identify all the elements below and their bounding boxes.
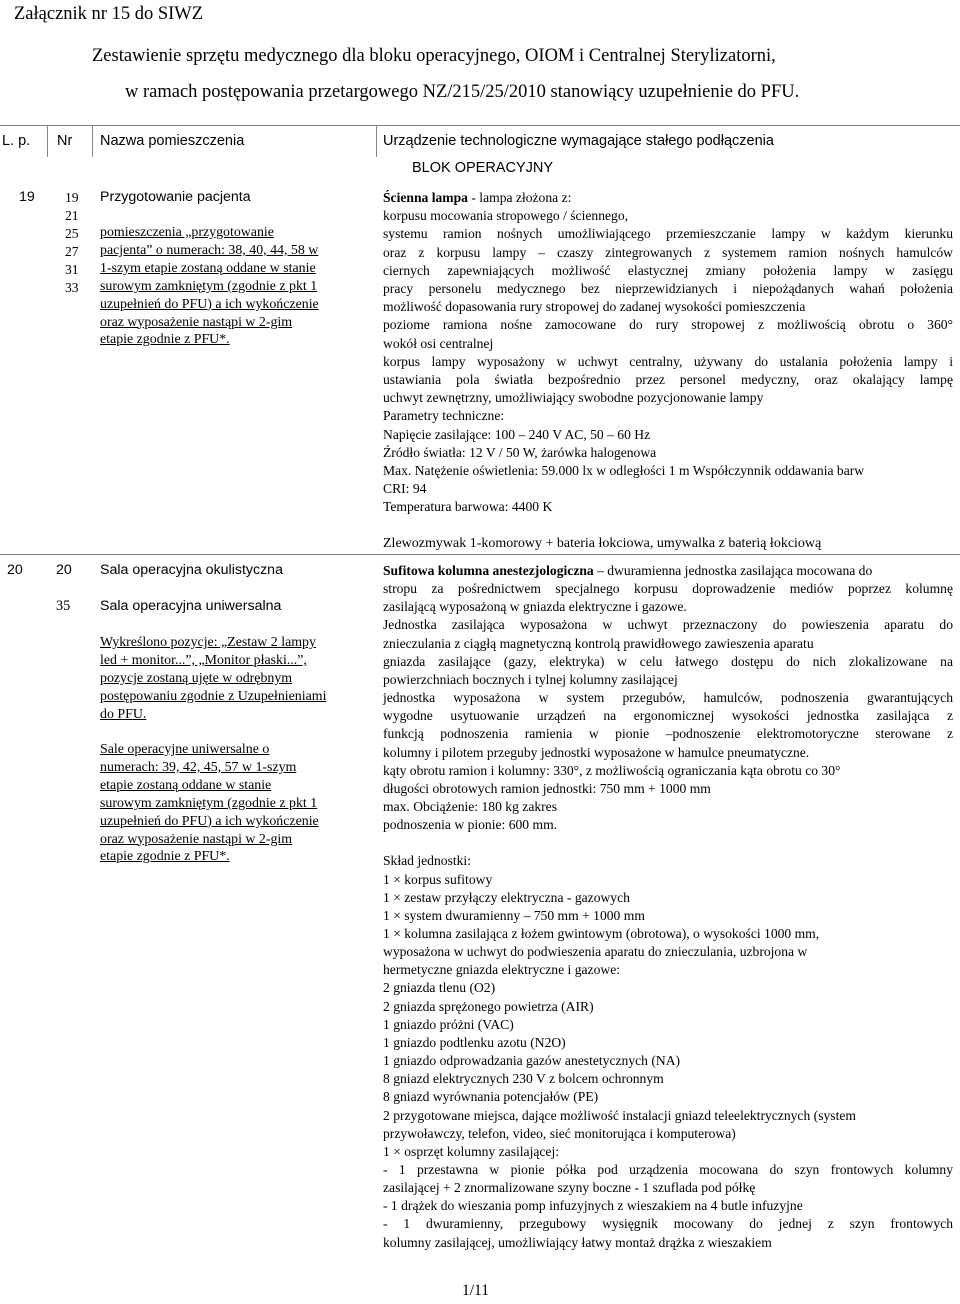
note-line: do PFU. (100, 706, 147, 722)
device-name: Sufitowa kolumna anestezjologiczna (383, 563, 594, 578)
document-subtitle-line1: Zestawienie sprzętu medycznego dla bloku operacyjnego, OIOM i Centralnej Sterylizatorni, (92, 46, 776, 66)
column-header-name: Nazwa pomieszczenia (100, 133, 245, 149)
row-divider (0, 554, 960, 555)
note-line: 1-szym etapie zostaną oddane w stanie (100, 260, 316, 276)
column-header-device: Urządzenie technologiczne wymagające stałego podłączenia (383, 133, 774, 149)
section-heading: BLOK OPERACYJNY (412, 160, 554, 176)
row19-room-name: Przygotowanie pacjenta (100, 189, 251, 205)
note-line: numerach: 39, 42, 45, 57 w 1-szym (100, 759, 297, 775)
column-divider (376, 125, 377, 157)
column-divider (47, 125, 48, 157)
table-top-border (0, 125, 960, 126)
note-line: etapie zostaną oddane w stanie (100, 777, 272, 793)
note-line: oraz wyposażenie nastąpi w 2-gim (100, 314, 293, 330)
note-line: uzupełnień do PFU) a ich wykończenie (100, 813, 319, 829)
row20-device-description: Sufitowa kolumna anestezjologiczna – dwuramienna jednostka zasilająca mocowana do stropu za pośrednictwem specjalnego korpusu doprowadzenie mediów poprzez kolumnę zasilającą wyposażoną w gniazda elektryczne i gazowe. Jednostka zasilająca wyposażona w uchwyt przeznaczony do powieszenia aparatu do znieczulania z ciągłą magnetyczną kontrolą prawidłowego zawieszenia aparatu gniazda zasilające (gazy, elektryka) w celu łatwego dostępu do nich zlokalizowane na powierzchniach bocznych i tylnej kolumny zasilającej jednostka wyposażona w system przegubów, hamulców, podnoszenia gwarantujących wygodne usytuowanie urządzeń na ergonomicznej wysokości jednostka zasilająca z funkcją podnoszenia ramienia w pionie –podnoszenie elektromotoryczne sterowane z kolumny i pilotem przeguby jednostki wyposażone w hamulce pneumatyczne. kąty obrotu ramion i kolumny: 330°, z możliwością ograniczania kąta obrotu co 30° długości obrotowych ramion jednostki: 750 mm + 1000 mm max. Obciążenie: 180 kg zakres podnoszenia w pionie: 600 mm. Skład jednostki: 1 × korpus sufitowy 1 × zestaw przyłączy elektryczna - gazowych 1 × system dwuramienny – 750 mm + 1000 mm 1 × kolumna zasilająca z łożem gwintowym (obrotowa), o wysokości 1000 mm, wyposażona w uchwyt do podwieszenia aparatu do znieczulania, uzbrojona w hermetyczne gniazda elektryczne i gazowe: 2 gniazda tlenu (O2) 2 gniazda sprężonego powietrza (AIR) 1 gniazdo próżni (VAC) 1 gniazdo podtlenku azotu (N2O) 1 gniazdo odprowadzania gazów anestetycznych (NA) 8 gniazd elektrycznych 230 V z bolcem ochronnym 8 gniazd wyrównania potencjałów (PE) 2 przygotowane miejsca, dające możliwość instalacji gniazd teleelektrycznych (system przywoławczy, telefon, video, sieć monitorująca i komputerowa) 1 × osprzęt kolumny zasilającej: - 1 przestawna w pionie półka pod urządzenia mocowana do szyn frontowych kolumny zasilającej + 2 znormalizowane szyny boczne - 1 szuflada pod półkę - 1 drążek do wieszania pomp infuzyjnych z wieszakiem na 4 butle infuzyjne - 1 dwuramienny, przegubowy wysięgnik mocowany do jednej z szyn frontowych kolumny zasilającej, umożliwiający łatwy montaż drążka z wieszakiem (383, 563, 953, 1250)
row19-lp: 19 (19, 189, 35, 205)
row20-lp: 20 (7, 562, 23, 578)
document-title: Załącznik nr 15 do SIWZ (14, 4, 204, 24)
note-line: led + monitor...”, „Monitor płaski...”, (100, 652, 307, 668)
note-line: postępowaniu zgodnie z Uzupełnieniami (100, 688, 327, 704)
row20-room-name-2: Sala operacyjna uniwersalna (100, 598, 282, 614)
room-number: 27 (65, 244, 79, 259)
column-header-lp: L. p. (2, 133, 31, 149)
note-line: pomieszczenia „przygotowanie (100, 225, 274, 240)
row19-note (100, 224, 372, 349)
row20-note-2 (100, 741, 372, 866)
note-line: pacjenta” o numerach: 38, 40, 44, 58 w (100, 242, 319, 258)
room-number: 20 (56, 562, 72, 578)
room-number: 33 (65, 280, 79, 295)
note-line: oraz wyposażenie nastąpi w 2-gim (100, 831, 293, 847)
note-line: etapie zgodnie z PFU*. (100, 332, 230, 348)
document-subtitle-line2: w ramach postępowania przetargowego NZ/215/25/2010 stanowiący uzupełnienie do PFU. (125, 82, 800, 102)
row19-extra: Zlewozmywak 1-komorowy + bateria łokciowa, umywalka z baterią łokciową (383, 536, 822, 551)
note-line: surowym zamkniętym (zgodnie z pkt 1 (100, 795, 318, 811)
note-line: pozycje zostaną ujęte w odrębnym (100, 670, 293, 686)
row20-note-1 (100, 634, 372, 724)
room-number: 25 (65, 226, 79, 241)
room-number: 19 (65, 190, 79, 205)
note-line: Sale operacyjne uniwersalne o (100, 742, 270, 757)
row19-device-description: Ścienna lampa - lampa złożona z: korpusu mocowania stropowego / ściennego, systemu ramion nośnych umożliwiającego przemieszczanie lampy w każdym kierunku oraz z korpusu lampy – czaszy zintegrowanych z systemem ramion nośnych hamulców ciernych zapewniających możliwość elastycznej zmiany położenia lampy w zasięgu pracy personelu medycznego bez nieprzewidzianych i niepożądanych wahań położenia możliwość dopasowania rury stropowej do zadanej wysokości pomieszczenia poziome ramiona nośne zamocowane do rury stropowej z możliwością obrotu o 360° wokół osi centralnej korpus lampy wyposażony w uchwyt centralny, używany do ustalania położenia lampy i ustawiania pola światła bezpośrednio przez personel medyczny, oraz okalający lampę uchwyt zewnętrzny, umożliwiający swobodne pozycjonowanie lampy Parametry techniczne: Napięcie zasilające: 100 – 240 V AC, 50 – 60 Hz Źródło światła: 12 V / 50 W, żarówka halogenowa Max. Natężenie oświetlenia: 59.000 lx w odległości 1 m Współczynnik oddawania barw CRI: 94 Temperatura barwowa: 4400 K (383, 190, 953, 515)
room-number: 21 (65, 208, 79, 223)
row20-room-name-1: Sala operacyjna okulistyczna (100, 562, 283, 578)
room-number: 35 (56, 598, 71, 614)
note-line: uzupełnień do PFU) a ich wykończenie (100, 296, 319, 312)
note-line: etapie zgodnie z PFU*. (100, 849, 230, 865)
room-number: 31 (65, 262, 79, 277)
row19-numbers (65, 189, 89, 297)
page-number: 1/11 (462, 1282, 489, 1299)
note-line: surowym zamkniętym (zgodnie z pkt 1 (100, 278, 318, 294)
column-divider (92, 125, 93, 157)
column-header-nr: Nr (57, 133, 73, 149)
note-line: Wykreślono pozycje: „Zestaw 2 lampy (100, 635, 316, 650)
device-name: Ścienna lampa (383, 190, 468, 205)
